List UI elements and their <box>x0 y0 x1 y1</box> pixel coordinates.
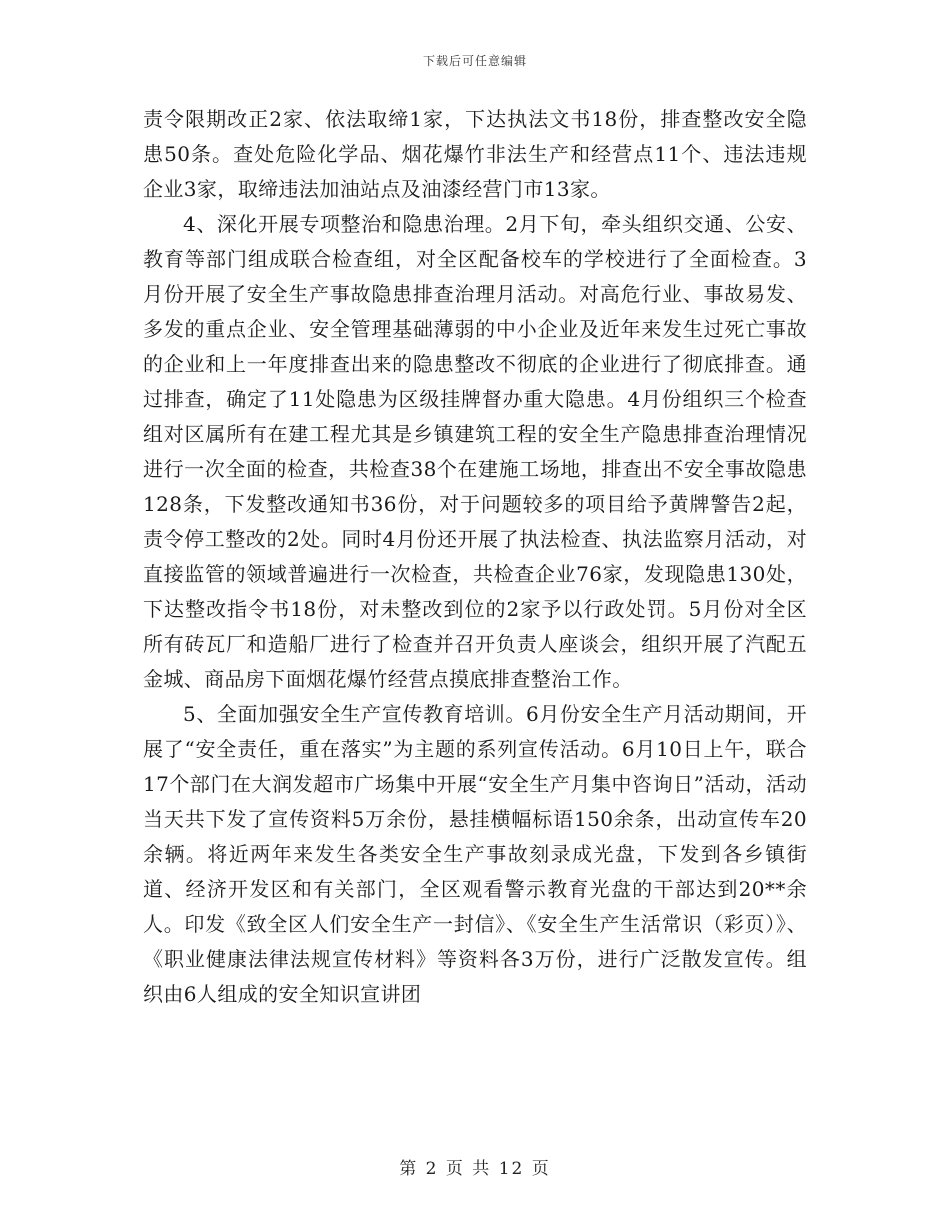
page-header: 下载后可任意编辑 <box>422 54 527 68</box>
paragraph-item-4: 4、深化开展专项整治和隐患治理。2月下旬，牵头组织交通、公安、教育等部门组成联合检查组，对全区配备校车的学校进行了全面检查。3月份开展了安全生产事故隐患排查治理月活动。对高危行业、事故易发、多发的重点企业、安全管理基础薄弱的中小企业及近年来发生过死亡事故的企业和上一年度排查出来的隐患整改不彻底的企业进行了彻底排查。通过排查，确定了11处隐患为区级挂牌督办重大隐患。4月份组织三个检查组对区属所有在建工程尤其是乡镇建筑工程的安全生产隐患排查治理情况进行一次全面的检查，共检查38个在建施工场地，排查出不安全事故隐患128条，下发整改通知书36份，对于问题较多的项目给予黄牌警告2起，责令停工整改的2处。同时4月份还开展了执法检查、执法监察月活动，对直接监管的领域普遍进行一次检查，共检查企业76家，发现隐患130处，下达整改指令书18份，对未整改到位的2家予以行政处罚。5月份对全区所有砖瓦厂和造船厂进行了检查并召开负责人座谈会，组织开展了汽配五金城、商品房下面烟花爆竹经营点摸底排查整治工作。 <box>143 212 807 691</box>
paragraph-item-5: 5、全面加强安全生产宣传教育培训。6月份安全生产月活动期间，开展了“安全责任，重在落实”为主题的系列宣传活动。6月10日上午，联合17个部门在大润发超市广场集中开展“安全生产月集中咨询日”活动，活动当天共下发了宣传资料5万余份，悬挂横幅标语150余条，出动宣传车20余辆。将近两年来发生各类安全生产事故刻录成光盘，下发到各乡镇街道、经济开发区和有关部门，全区观看警示教育光盘的干部达到20**余人。印发《致全区人们安全生产一封信》、《安全生产生活常识（彩页）》、《职业健康法律法规宣传材料》等资料各3万份，进行广泛散发宣传。组织由6人组成的安全知识宣讲团 <box>143 702 807 1006</box>
paragraph-continuation: 责令限期改正2家、依法取缔1家，下达执法文书18份，排查整改安全隐患50条。查处危险化学品、烟花爆竹非法生产和经营点11个、违法违规企业3家，取缔违法加油站点及油漆经营门市13家。 <box>143 107 807 201</box>
document-body <box>143 102 807 1012</box>
page-footer: 第 2 页 共 12 页 <box>399 1159 551 1179</box>
